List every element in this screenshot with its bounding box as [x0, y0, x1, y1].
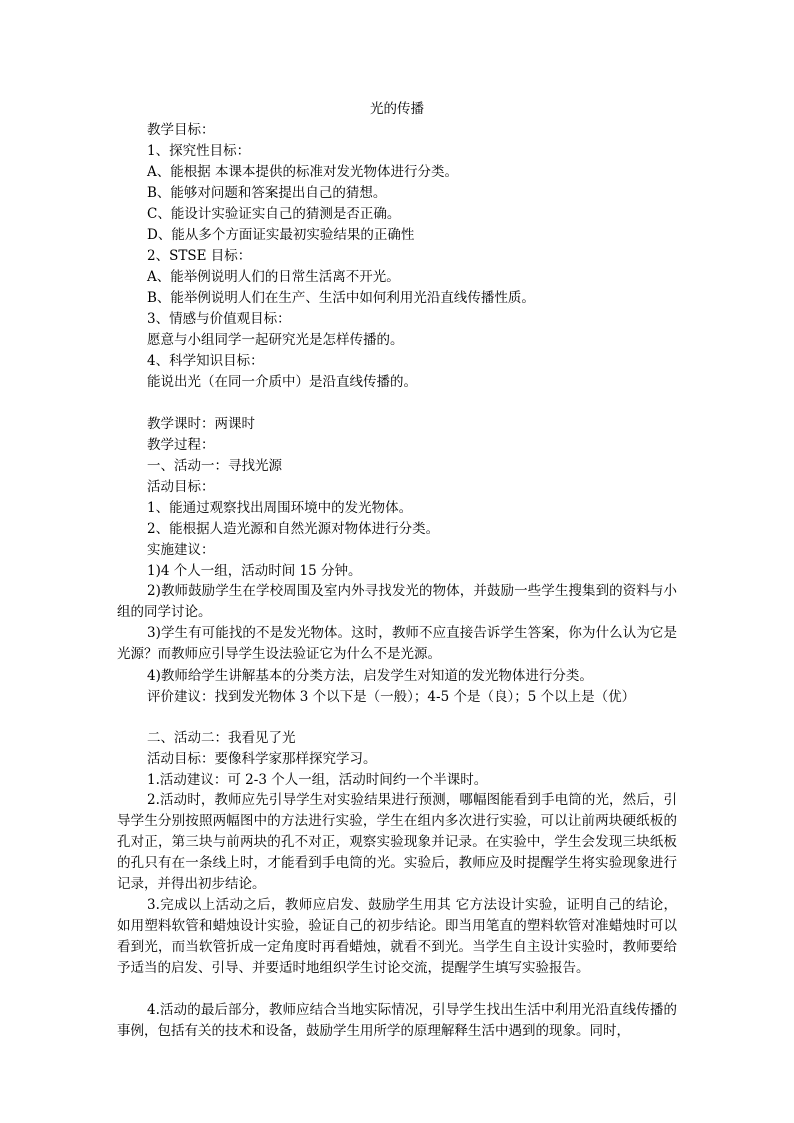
text-line: 1、能通过观察找出周围环境中的发光物体。 [147, 500, 413, 516]
text-line: 3、情感与价值观目标： [147, 311, 291, 327]
paragraph: 2)教师鼓励学生在学校周围及室内外寻找发光的物体，并鼓励一些学生搜集到的资料与小组的同学讨论。 [117, 583, 677, 620]
text-line: 教学过程： [147, 437, 215, 453]
text-line: 4、科学知识目标： [147, 353, 264, 369]
text-line: 活动目标： [147, 479, 215, 495]
text-line: 1.活动建议：可 2-3 个人一组，活动时间约一个半课时。 [147, 772, 488, 788]
text-line: 评价建议：找到发光物体 3 个以下是（一般）；4-5 个是（良）；5 个以上是（优） [147, 689, 636, 705]
text-line: C、能设计实验证实自己的猜测是否正确。 [147, 206, 401, 222]
text-line: 实施建议： [147, 542, 215, 558]
text-line: A、能根据 本课本提供的标准对发光物体进行分类。 [147, 164, 459, 180]
text-line: D、能从多个方面证实最初实验结果的正确性 [147, 227, 415, 243]
text-line: 1、探究性目标： [147, 143, 251, 159]
text-line: 能说出光（在同一介质中）是沿直线传播的。 [147, 374, 417, 390]
text-line: 一、活动一：寻找光源 [147, 458, 282, 474]
text-line: 愿意与小组同学一起研究光是怎样传播的。 [147, 332, 404, 348]
text-line: 二、活动二：我看见了光 [147, 730, 296, 746]
text-line: 4)教师给学生讲解基本的分类方法，启发学生对知道的发光物体进行分类。 [147, 668, 593, 684]
text-line: 活动目标：要像科学家那样探究学习。 [147, 751, 377, 767]
text-line: A、能举例说明人们的日常生活离不开光。 [147, 269, 400, 285]
text-line: 教学课时：两课时 [147, 416, 255, 432]
paragraph: 3.完成以上活动之后，教师应启发、鼓励学生用其 它方法设计实验，证明自己的结论，如用塑料软管和蜡烛设计实验，验证自己的初步结论。即当用笔直的塑料软管对准蜡烛时可以看到光，而当软管折成一定角度时再看蜡烛，就看不到光。当学生自主设计实验时，教师要给予适当的启发、引导、并要适时地组织学生讨论交流，提醒学生填写实验报告。 [117, 897, 677, 976]
text-line: 2、STSE 目标： [147, 248, 252, 264]
text-line: 教学目标： [147, 122, 215, 138]
text-line: B、能够对问题和答案提出自己的猜想。 [147, 185, 387, 201]
text-line: B、能举例说明人们在生产、生活中如何利用光沿直线传播性质。 [147, 290, 535, 306]
text-line: 2、能根据人造光源和自然光源对物体进行分类。 [147, 521, 440, 537]
paragraph: 2.活动时，教师应先引导学生对实验结果进行预测，哪幅图能看到手电筒的光，然后，引导学生分别按照两幅图中的方法进行实验，学生在组内多次进行实验，可以让前两块硬纸板的孔对正，第三块与前两块的孔不对正，观察实验现象并记录。在实验中，学生会发现三块纸板的孔只有在一条线上时，才能看到手电筒的光。实验后，教师应及时提醒学生将实验现象进行记录，并得出初步结论。 [117, 792, 677, 892]
paragraph: 4.活动的最后部分，教师应结合当地实际情况，引导学生找出生活中利用光沿直线传播的事例，包括有关的技术和设备，鼓励学生用所学的原理解释生活中遇到的现象。同时， [117, 1002, 677, 1039]
document-title: 光的传播 [370, 101, 424, 117]
paragraph: 3)学生有可能找的不是发光物体。这时，教师不应直接告诉学生答案，你为什么认为它是光源？而教师应引导学生设法验证它为什么不是光源。 [117, 625, 677, 662]
text-line: 1)4 个人一组，活动时间 15 分钟。 [147, 563, 362, 579]
